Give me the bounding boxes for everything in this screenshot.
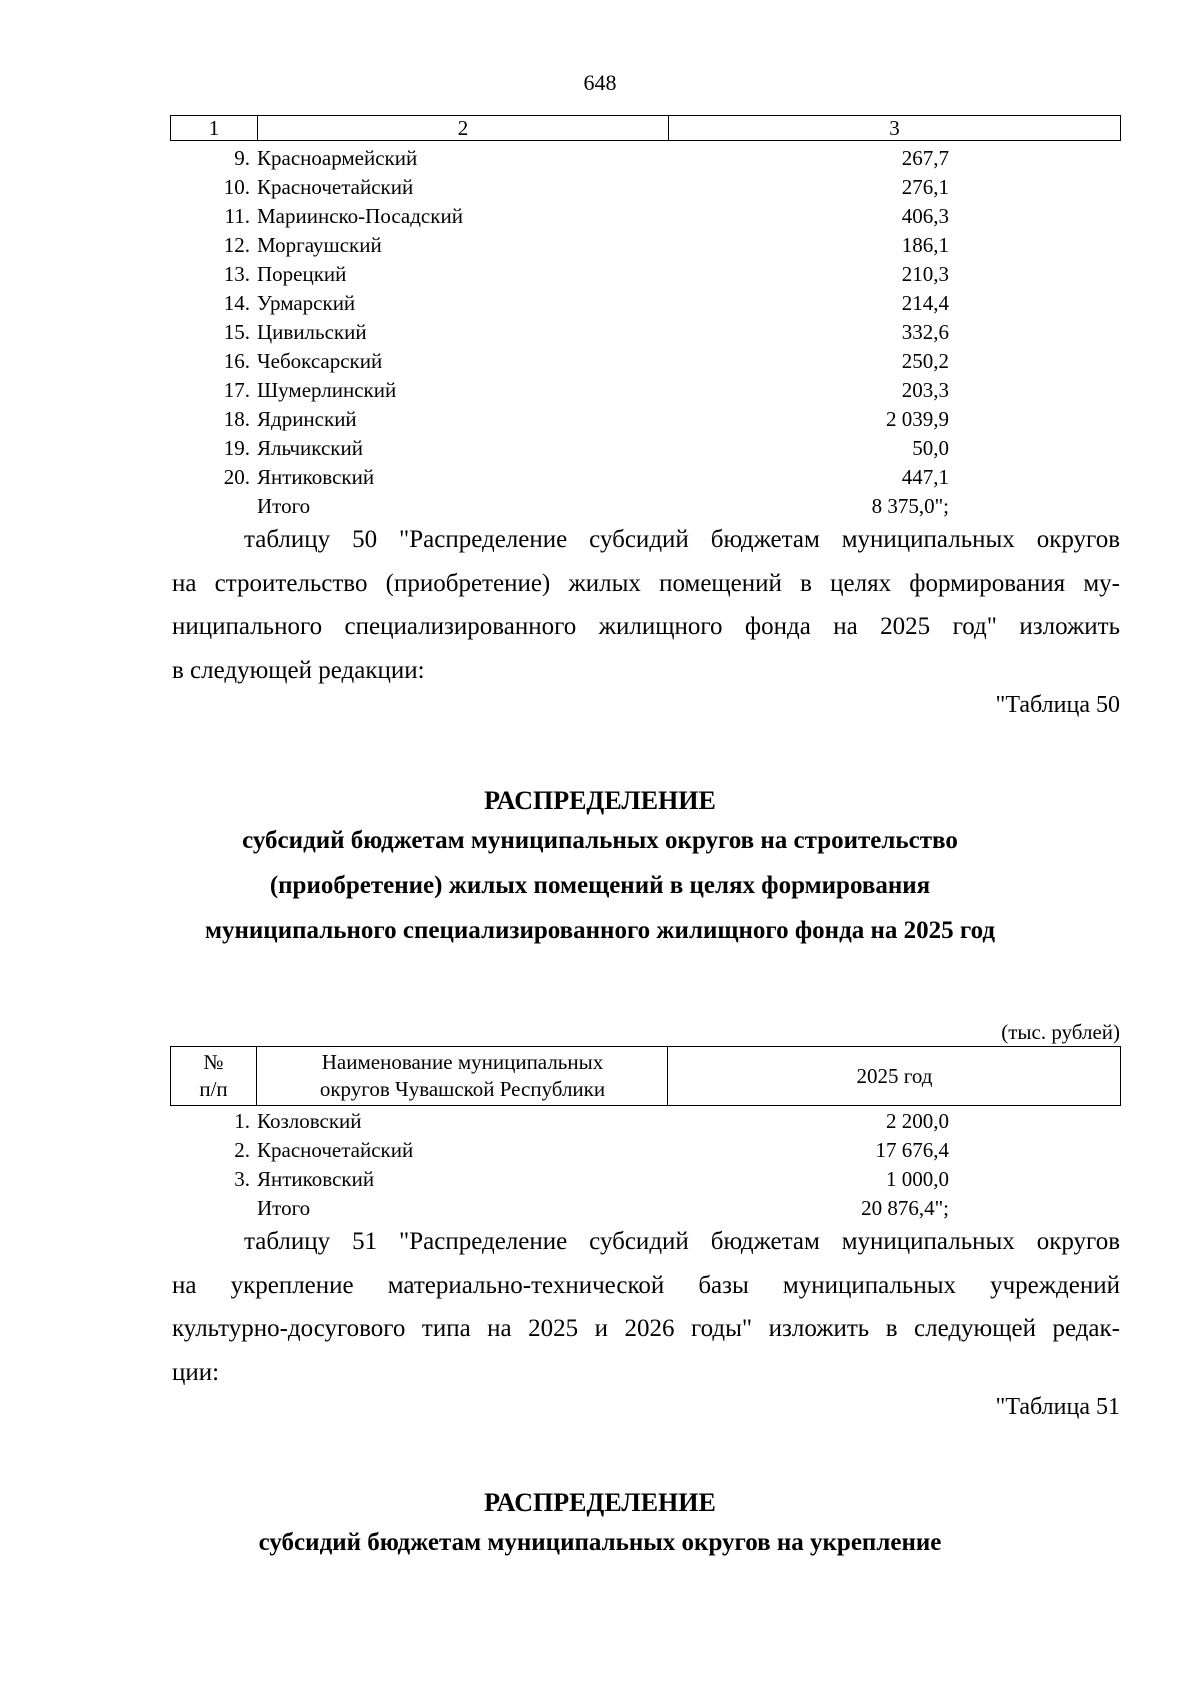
subtitle-line: субсидий бюджетам муниципальных округов на строительство (242, 827, 958, 854)
table-row (170, 173, 1121, 202)
total-value: 8 375,0"; (871, 494, 949, 518)
district-name: Ядринский (257, 407, 357, 431)
row-number: 17. (223, 378, 250, 402)
row-value: 17 676,4 (875, 1138, 949, 1162)
units-label: (тыс. рублей) (1001, 1020, 1120, 1044)
district-name: Яльчикский (257, 436, 363, 460)
table49-header (170, 115, 1121, 141)
table49-header-col1: 1 (171, 116, 258, 140)
district-name: Мариинско-Посадский (257, 204, 463, 228)
paragraph-line: в следующей редакции: (172, 656, 425, 684)
table50-header (170, 1046, 1121, 1106)
total-value: 20 876,4"; (861, 1196, 949, 1220)
district-name: Красночетайский (257, 1138, 414, 1162)
table-row (170, 1107, 1121, 1136)
table-row (170, 144, 1121, 173)
table-row (170, 347, 1121, 376)
row-number: 9. (234, 146, 250, 170)
header-district-line: округов Чувашской Республики (319, 1077, 606, 1101)
district-name: Моргаушский (257, 233, 382, 257)
row-number: 10. (223, 175, 250, 199)
header-number-line: п/п (199, 1077, 228, 1101)
table-row (170, 260, 1121, 289)
table-row (170, 202, 1121, 231)
table50-label: "Таблица 50 (995, 692, 1120, 718)
table49-header-col2: 2 (258, 116, 669, 140)
row-value: 50,0 (912, 436, 949, 460)
district-name: Красночетайский (257, 175, 414, 199)
district-name: Шумерлинский (257, 378, 397, 402)
row-number: 3. (234, 1167, 250, 1191)
table-total-row (170, 1194, 1121, 1223)
district-name: Янтиковский (257, 1167, 375, 1191)
table-row (170, 1136, 1121, 1165)
table-row (170, 463, 1121, 492)
row-value: 2 200,0 (886, 1109, 949, 1133)
row-number: 13. (223, 262, 250, 286)
header-number-line: № (203, 1050, 224, 1074)
total-label: Итого (257, 494, 311, 518)
row-value: 276,1 (901, 175, 949, 199)
subtitle-line: субсидий бюджетам муниципальных округов на укрепление (258, 1529, 942, 1556)
row-number: 12. (223, 233, 250, 257)
table-row (170, 289, 1121, 318)
subtitle-line: муниципального специализированного жилищного фонда на 2025 год (204, 917, 996, 944)
row-value: 203,3 (901, 378, 949, 402)
total-label: Итого (257, 1196, 311, 1220)
table50-subtitle (0, 818, 1200, 953)
table51-label: "Таблица 51 (995, 1394, 1120, 1420)
table-row (170, 405, 1121, 434)
table-row (170, 376, 1121, 405)
paragraph-line: ции: (172, 1358, 220, 1386)
row-number: 20. (223, 465, 250, 489)
row-number: 18. (223, 407, 250, 431)
district-name: Красноармейский (257, 146, 418, 170)
header-number (171, 1047, 257, 1105)
row-value: 210,3 (901, 262, 949, 286)
paragraph-line: культурно-досугового типа на 2025 и 2026 годы" изложить в следующей редак- (172, 1315, 1120, 1342)
row-value: 186,1 (901, 233, 949, 257)
row-value: 250,2 (901, 349, 949, 373)
row-number: 19. (223, 436, 250, 460)
page-number: 648 (583, 70, 617, 95)
row-number: 2. (234, 1138, 250, 1162)
paragraph-line: на укрепление материально-технической базы муниципальных учреждений (172, 1271, 1120, 1299)
row-number: 14. (223, 291, 250, 315)
district-name: Порецкий (257, 262, 347, 286)
row-value: 214,4 (901, 291, 949, 315)
paragraph-line: таблицу 51 "Распределение субсидий бюджетам муниципальных округов (244, 1228, 1120, 1255)
table49-header-col3: 3 (889, 116, 900, 140)
district-name: Янтиковский (257, 465, 375, 489)
row-number: 1. (234, 1109, 250, 1133)
paragraph-table51-amendment (172, 1220, 1120, 1394)
district-name: Урмарский (257, 291, 356, 315)
paragraph-line: на строительство (приобретение) жилых помещений в целях формирования му- (172, 569, 1120, 597)
row-value: 332,6 (901, 320, 949, 344)
paragraph-line: таблицу 50 "Распределение субсидий бюджетам муниципальных округов (244, 526, 1120, 553)
table-row (170, 318, 1121, 347)
table51-subtitle (0, 1520, 1200, 1565)
row-number: 15. (223, 320, 250, 344)
row-value: 2 039,9 (886, 407, 949, 431)
table-total-row (170, 492, 1121, 521)
subtitle-line: (приобретение) жилых помещений в целях формирования (269, 872, 931, 899)
header-district-name (258, 1047, 668, 1105)
table51-title: РАСПРЕДЕЛЕНИЕ (484, 1488, 716, 1517)
row-value: 1 000,0 (886, 1167, 949, 1191)
row-number: 11. (224, 204, 250, 228)
table50-title: РАСПРЕДЕЛЕНИЕ (484, 786, 716, 815)
row-number: 16. (223, 349, 250, 373)
table-row (170, 1165, 1121, 1194)
table-row (170, 434, 1121, 463)
paragraph-line: ниципального специализированного жилищного фонда на 2025 год" изложить (172, 613, 1120, 640)
table-row (170, 231, 1121, 260)
district-name: Чебоксарский (257, 349, 383, 373)
header-district-line: Наименование муниципальных (321, 1050, 604, 1074)
row-value: 267,7 (901, 146, 949, 170)
district-name: Козловский (257, 1109, 362, 1133)
row-value: 406,3 (901, 204, 949, 228)
district-name: Цивильский (257, 320, 367, 344)
header-year: 2025 год (856, 1064, 933, 1088)
row-value: 447,1 (901, 465, 949, 489)
paragraph-table50-amendment (172, 518, 1120, 692)
